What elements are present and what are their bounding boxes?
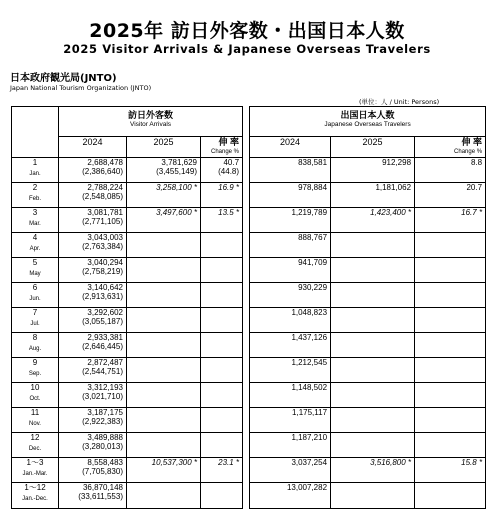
travelers-2025-cell (331, 233, 415, 258)
arrivals-change-cell (201, 208, 243, 233)
arrivals-2025-value: 3,497,600 * (156, 208, 197, 217)
travelers-2024-value: 1,175,117 (292, 408, 328, 417)
month-cell (12, 358, 59, 383)
travelers-2025-cell (331, 458, 415, 483)
arrivals-2025-value: 3,258,100 * (156, 183, 197, 192)
arrivals-2025-cell (127, 283, 201, 308)
arrivals-2025-cell (127, 258, 201, 283)
travelers-2024-cell (250, 183, 331, 208)
table-row (12, 383, 486, 408)
travelers-group-label: 出国日本人数 (340, 110, 395, 120)
month-cell (12, 408, 59, 433)
travelers-change-cell (415, 283, 486, 308)
arrivals-2024-header: 2024 (59, 137, 127, 158)
travelers-2024-cell (250, 333, 331, 358)
month-label: 1 (32, 158, 38, 167)
table-row (12, 208, 486, 233)
month-label-en: Jan.-Mar. (22, 471, 48, 477)
month-label: 7 (32, 308, 38, 317)
month-cell (12, 183, 59, 208)
month-cell (12, 433, 59, 458)
table-row (12, 483, 486, 509)
table-row (12, 408, 486, 433)
travelers-2024-cell (250, 283, 331, 308)
arrivals-2024-cell (59, 158, 127, 183)
travelers-2025-cell (331, 158, 415, 183)
arrivals-change-cell (201, 283, 243, 308)
table-row (12, 333, 486, 358)
arrivals-2024-prev-value: (3,280,013) (82, 442, 123, 451)
arrivals-2024-value: 3,489,888 (87, 433, 123, 442)
travelers-2025-cell (331, 258, 415, 283)
column-gap (243, 258, 250, 283)
arrivals-2025-cell (127, 358, 201, 383)
travelers-2025-value: 1,181,062 (375, 183, 412, 192)
travelers-group-header (250, 107, 486, 137)
arrivals-2024-prev-value: (2,758,219) (82, 267, 123, 276)
arrivals-2025-cell (127, 333, 201, 358)
travelers-2024-header: 2024 (250, 137, 331, 158)
arrivals-change-cell (201, 433, 243, 458)
arrivals-2024-value: 3,040,294 (87, 258, 123, 267)
travelers-change-cell (415, 483, 486, 509)
travelers-2025-value: 1,423,400 * (370, 208, 412, 217)
arrivals-2025-prev-value: (3,455,149) (156, 167, 197, 176)
table-row (12, 258, 486, 283)
travelers-2024-value: 930,229 (298, 283, 328, 292)
column-gap (243, 408, 250, 433)
column-gap (243, 333, 250, 358)
travelers-change-cell (415, 208, 486, 233)
column-gap (243, 107, 250, 158)
travelers-2024-value: 838,581 (298, 158, 328, 167)
month-cell (12, 258, 59, 283)
arrivals-2025-cell (127, 383, 201, 408)
arrivals-2024-cell (59, 333, 127, 358)
month-cell (12, 233, 59, 258)
travelers-2024-cell (250, 358, 331, 383)
travelers-2025-cell (331, 208, 415, 233)
month-label-en: Jan. (29, 171, 41, 177)
travelers-2024-cell (250, 458, 331, 483)
month-cell (12, 283, 59, 308)
arrivals-2025-cell (127, 483, 201, 509)
arrivals-2024-prev-value: (2,646,445) (82, 342, 123, 351)
month-label-en: Sep. (28, 371, 42, 377)
arrivals-change-label: 伸 率 (218, 137, 240, 147)
unit-note: (単位：人 / Unit: Persons) (359, 98, 440, 106)
travelers-2024-cell (250, 433, 331, 458)
arrivals-2024-prev-value: (3,055,187) (82, 317, 123, 326)
month-label: 6 (32, 283, 38, 292)
arrivals-change-cell (201, 383, 243, 408)
arrivals-change-cell (201, 233, 243, 258)
travelers-2024-cell (250, 258, 331, 283)
arrivals-2024-value: 3,043,003 (87, 233, 123, 242)
table-row (12, 458, 486, 483)
travelers-group-label-en: Japanese Overseas Travelers (324, 121, 411, 128)
arrivals-2024-cell (59, 183, 127, 208)
month-cell (12, 208, 59, 233)
travelers-change-value: 15.8 * (461, 458, 483, 467)
travelers-change-cell (415, 358, 486, 383)
travelers-2025-cell (331, 433, 415, 458)
month-label-en: Nov. (29, 421, 41, 427)
month-cell (12, 383, 59, 408)
month-label: 5 (32, 258, 38, 267)
table-row (12, 308, 486, 333)
travelers-2025-cell (331, 358, 415, 383)
month-label: 11 (30, 408, 40, 417)
column-gap (243, 183, 250, 208)
arrivals-2024-prev-value: (2,922,383) (82, 417, 123, 426)
arrivals-2024-cell (59, 258, 127, 283)
arrivals-2024-cell (59, 483, 127, 509)
arrivals-group-header (59, 107, 243, 137)
arrivals-change-label-en: Change % (211, 149, 240, 155)
month-label: 2 (32, 183, 38, 192)
arrivals-change-prev-value: (44.8) (218, 167, 240, 176)
travelers-change-cell (415, 258, 486, 283)
month-label-en: Aug. (28, 346, 42, 352)
month-cell (12, 333, 59, 358)
arrivals-2024-prev-value: (2,544,751) (82, 367, 123, 376)
travelers-2024-value: 888,767 (298, 233, 328, 242)
arrivals-change-value: 23.1 * (218, 458, 240, 467)
travelers-change-label-en: Change % (454, 149, 483, 155)
travelers-2025-header: 2025 (331, 137, 415, 158)
arrivals-change-cell (201, 258, 243, 283)
travelers-change-cell (415, 333, 486, 358)
column-gap (243, 208, 250, 233)
arrivals-2024-value: 2,872,487 (87, 358, 123, 367)
travelers-change-cell (415, 233, 486, 258)
travelers-2025-cell (331, 483, 415, 509)
arrivals-2024-value: 3,187,175 (87, 408, 123, 417)
arrivals-2024-value: 3,081,781 (87, 208, 123, 217)
arrivals-2024-cell (59, 208, 127, 233)
travelers-change-value: 16.7 * (461, 208, 483, 217)
travelers-2024-value: 1,219,789 (291, 208, 328, 217)
arrivals-change-value: 16.9 * (218, 183, 240, 192)
arrivals-change-cell (201, 358, 243, 383)
arrivals-2024-cell (59, 358, 127, 383)
travelers-2025-cell (331, 308, 415, 333)
month-label-en: Apr. (29, 246, 41, 252)
travelers-change-header (415, 137, 486, 158)
arrivals-2024-cell (59, 458, 127, 483)
month-header (12, 107, 59, 158)
travelers-2024-value: 3,037,254 (291, 458, 328, 467)
month-label-en: Mar. (29, 221, 41, 227)
page-title: 2025年 訪日外客数・出国日本人数 (89, 20, 405, 42)
organization-name-en: Japan National Tourism Organization (JNTO) (10, 84, 152, 92)
month-label: 4 (32, 233, 38, 242)
arrivals-2024-value: 2,933,381 (87, 333, 123, 342)
travelers-change-label: 伸 率 (461, 137, 483, 147)
column-gap (243, 358, 250, 383)
month-label-en: Jul. (30, 321, 40, 327)
arrivals-2024-prev-value: (2,548,085) (82, 192, 123, 201)
travelers-2024-value: 1,148,502 (291, 383, 328, 392)
arrivals-change-cell (201, 158, 243, 183)
travelers-2025-cell (331, 408, 415, 433)
arrivals-2024-cell (59, 433, 127, 458)
month-label-en: May (29, 271, 41, 277)
travelers-change-cell (415, 308, 486, 333)
travelers-2024-cell (250, 383, 331, 408)
table-row (12, 183, 486, 208)
column-gap (243, 308, 250, 333)
arrivals-2024-prev-value: (2,771,105) (82, 217, 123, 226)
statistics-table (11, 106, 486, 509)
column-gap (243, 383, 250, 408)
month-label-en: Jun. (29, 296, 41, 302)
month-cell (12, 458, 59, 483)
travelers-change-cell (415, 158, 486, 183)
travelers-change-value: 20.7 (466, 183, 483, 192)
arrivals-2024-prev-value: (33,611,553) (78, 492, 123, 501)
arrivals-2025-cell (127, 158, 201, 183)
arrivals-2024-value: 3,292,602 (87, 308, 123, 317)
arrivals-change-value: 13.5 * (218, 208, 240, 217)
arrivals-2024-value: 3,140,642 (87, 283, 123, 292)
travelers-2025-cell (331, 383, 415, 408)
travelers-2024-value: 1,437,126 (291, 333, 328, 342)
month-label-en: Feb. (28, 196, 41, 202)
organization-name: 日本政府観光局(JNTO) (10, 73, 117, 84)
travelers-change-cell (415, 433, 486, 458)
month-label: 1～12 (24, 483, 46, 492)
arrivals-2024-cell (59, 308, 127, 333)
month-label: 3 (32, 208, 38, 217)
travelers-2024-value: 978,884 (298, 183, 328, 192)
arrivals-2024-prev-value: (2,913,631) (82, 292, 123, 301)
travelers-2024-cell (250, 208, 331, 233)
arrivals-2024-cell (59, 408, 127, 433)
travelers-change-value: 8.8 (470, 158, 483, 167)
travelers-2024-value: 941,709 (298, 258, 328, 267)
month-label: 9 (32, 358, 38, 367)
arrivals-2024-cell (59, 383, 127, 408)
travelers-change-cell (415, 458, 486, 483)
column-gap (243, 433, 250, 458)
arrivals-2024-prev-value: (3,021,710) (82, 392, 123, 401)
column-gap (243, 458, 250, 483)
travelers-change-cell (415, 183, 486, 208)
arrivals-2025-cell (127, 408, 201, 433)
travelers-2024-cell (250, 158, 331, 183)
travelers-2025-cell (331, 333, 415, 358)
column-gap (243, 483, 250, 509)
travelers-2024-value: 1,048,823 (291, 308, 328, 317)
arrivals-2024-value: 36,870,148 (82, 483, 123, 492)
travelers-2025-cell (331, 183, 415, 208)
column-gap (243, 233, 250, 258)
month-label-en: Jan.-Dec. (22, 496, 48, 502)
travelers-2024-value: 1,187,210 (291, 433, 328, 442)
arrivals-2024-prev-value: (2,386,640) (82, 167, 123, 176)
travelers-2025-value: 3,516,800 * (370, 458, 412, 467)
page-subtitle: 2025 Visitor Arrivals & Japanese Overseas Travelers (63, 42, 431, 56)
travelers-2024-value: 13,007,282 (286, 483, 328, 492)
arrivals-change-cell (201, 408, 243, 433)
travelers-2024-cell (250, 233, 331, 258)
arrivals-2025-cell (127, 458, 201, 483)
table-row (12, 433, 486, 458)
arrivals-2025-value: 3,781,629 (161, 158, 197, 167)
travelers-2024-cell (250, 483, 331, 509)
arrivals-2024-value: 3,312,193 (87, 383, 123, 392)
arrivals-2024-cell (59, 283, 127, 308)
arrivals-2024-prev-value: (2,763,384) (82, 242, 123, 251)
arrivals-change-cell (201, 333, 243, 358)
column-gap (243, 283, 250, 308)
arrivals-2025-cell (127, 208, 201, 233)
arrivals-change-cell (201, 183, 243, 208)
arrivals-change-cell (201, 308, 243, 333)
arrivals-2025-cell (127, 233, 201, 258)
month-cell (12, 308, 59, 333)
arrivals-2024-cell (59, 233, 127, 258)
month-label: 1～3 (26, 458, 44, 467)
column-gap (243, 158, 250, 183)
month-label: 8 (32, 333, 38, 342)
arrivals-group-label: 訪日外客数 (128, 110, 174, 120)
month-label: 10 (30, 383, 40, 392)
month-cell (12, 483, 59, 509)
month-label: 12 (30, 433, 40, 442)
arrivals-group-label-en: Visitor Arrivals (129, 121, 172, 128)
arrivals-2024-value: 8,558,483 (87, 458, 123, 467)
arrivals-2025-cell (127, 183, 201, 208)
arrivals-2025-cell (127, 308, 201, 333)
arrivals-2025-header: 2025 (127, 137, 201, 158)
travelers-2025-value: 912,298 (382, 158, 412, 167)
travelers-change-cell (415, 408, 486, 433)
arrivals-change-header (201, 137, 243, 158)
table-row (12, 158, 486, 183)
month-label-en: Dec. (28, 446, 42, 452)
arrivals-2024-prev-value: (7,705,830) (82, 467, 123, 476)
arrivals-2025-cell (127, 433, 201, 458)
table-row (12, 233, 486, 258)
table-row (12, 283, 486, 308)
travelers-2024-value: 1,212,545 (291, 358, 328, 367)
month-label-en: Oct. (29, 396, 41, 402)
month-cell (12, 158, 59, 183)
arrivals-change-cell (201, 483, 243, 509)
table-row (12, 358, 486, 383)
arrivals-change-cell (201, 458, 243, 483)
travelers-2024-cell (250, 308, 331, 333)
travelers-2024-cell (250, 408, 331, 433)
arrivals-2024-value: 2,688,478 (87, 158, 123, 167)
travelers-2025-cell (331, 283, 415, 308)
travelers-change-cell (415, 383, 486, 408)
arrivals-2025-value: 10,537,300 * (151, 458, 197, 467)
arrivals-2024-value: 2,788,224 (87, 183, 123, 192)
arrivals-change-value: 40.7 (223, 158, 240, 167)
